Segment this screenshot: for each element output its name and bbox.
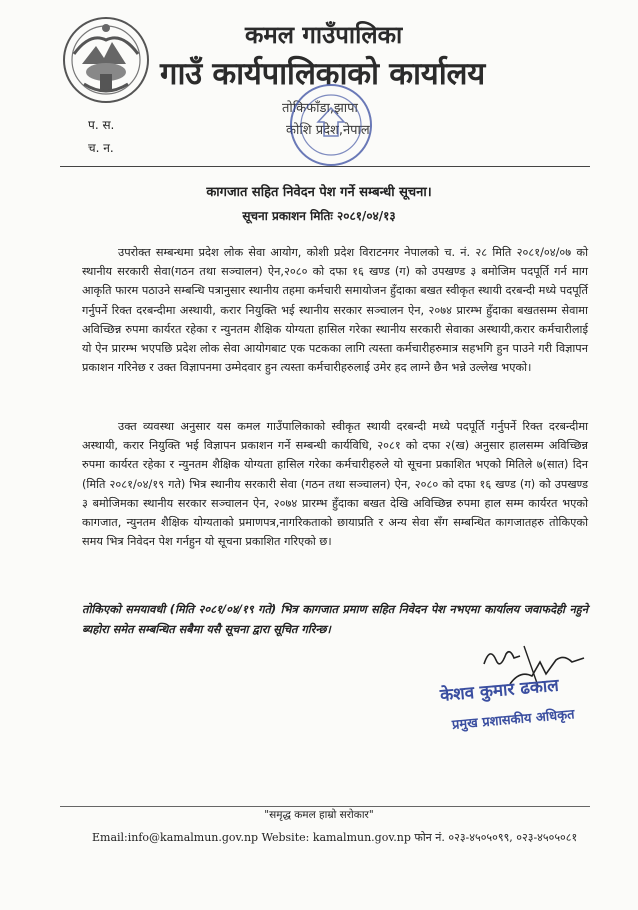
- header-divider: [60, 166, 590, 167]
- reference-cn-label: च. न.: [88, 141, 114, 155]
- office-address-line2: कोशि प्रदेश,नेपाल: [286, 123, 370, 138]
- signatory-name: केशव कुमार ढकाल: [439, 675, 560, 706]
- office-address-line1: तोकिफाँडा,झापा: [282, 101, 358, 116]
- office-name: गाउँ कार्यपालिकाको कार्यालय: [160, 56, 485, 92]
- municipality-name: कमल गाउँपालिका: [245, 21, 403, 49]
- signatory-designation: प्रमुख प्रशासकीय अधिकृत: [451, 707, 576, 733]
- footer-slogan: "समृद्ध कमल हाम्रो सरोकार": [264, 809, 374, 821]
- office-stamp-seal: [288, 82, 374, 168]
- notice-paragraph-1-text: उपरोक्त सम्बन्धमा प्रदेश लोक सेवा आयोग, कोशी प्रदेश विराटनगर नेपालको च. नं. २८ मिति २०८१/०४/०७ को स्थानीय सरकारी सेवा(गठन तथा सञ्चालन) ऐन,२०८० को दफा १६ खण्ड (ग) को उपखण्ड ३ बमोजिम पदपूर्ति गर्न माग आकृति फारम पठाउने सम्बन्धि पत्रानुसार स्थानीय तहमा कर्मचारी समायोजन हुँदाका बखत स्वीकृत स्थायी दरबन्दी मध्ये पदपूर्ति गर्नुपर्ने रिक्त दरबन्दीमा अस्थायी, करार नियुक्ति भई स्थानीय सरकार सञ्चालन ऐन, २०७४ प्रारम्भ हुँदाका बखतसम्म सेवामा अविच्छिन्न रुपमा कार्यरत रहेका र न्युनतम शैक्षिक योग्यता हासिल गरेका स्थानीय सरकारी सेवाका अस्थायी,करार कर्मचारीलाई यो ऐन प्रारम्भ भएपछि प्रदेश लोक सेवा आयोगबाट एक पटकका लागि त्यस्ता कर्मचारीहरुमात्र सहभगि हुन पाउने गरी विज्ञापन प्रकाशन गरिनेछ र उक्त विज्ञापनमा उम्मेदवार हुन त्यस्ता कर्मचारीहरुलाई उमेर हद लाग्ने छैन भन्ने उल्लेख भएको।: [82, 246, 588, 375]
- footer-contact-info: Email:info@kamalmun.gov.np Website: kamalmun.gov.np फोन नं. ०२३-४५०५०९९, ०२३-४५०५०८१: [92, 831, 578, 844]
- reference-ps-label: प. स.: [88, 118, 115, 132]
- notice-paragraph-3: तोकिएको समयावधी (मिति २०८१/०४/१९ गते) भित्र कागजात प्रमाण सहित निवेदन पेश नभएमा कार्यालय जवाफदेही नहुने ब्यहोरा समेत सम्बन्धित सबैमा यसै सूचना द्वारा सूचित गरिन्छ।: [82, 603, 588, 636]
- footer-divider: [60, 806, 590, 807]
- notice-paragraph-2: [82, 417, 588, 551]
- nepal-emblem-logo: [60, 14, 152, 106]
- notice-paragraph-1: [82, 243, 588, 377]
- notice-publish-date: सूचना प्रकाशन मितिः २०८१/०४/१३: [242, 209, 396, 223]
- notice-title: कागजात सहित निवेदन पेश गर्ने सम्बन्धी सूचना।: [206, 185, 432, 200]
- notice-paragraph-2-text: उक्त व्यवस्था अनुसार यस कमल गाउँपालिकाको स्वीकृत स्थायी दरबन्दी मध्ये पदपूर्ति गर्नुपर्ने रिक्त दरबन्दीमा अस्थायी, करार नियुक्ति भई विज्ञापन प्रकाशन गर्ने सम्बन्धी कार्यविधि, २०८१ को दफा २(ख) अनुसार हालसम्म अविच्छिन्न रुपमा कार्यरत रहेका र न्युनतम शैक्षिक योग्यता हासिल गरेका कर्मचारीहरुले यो सूचना प्रकाशित भएको मितिले ७(सात) दिन (मिति २०८१/०४/१९ गते) भित्र स्थानीय सरकारी सेवा (गठन तथा सञ्चालन) ऐन, २०८० को दफा १६ खण्ड (ग) को उपखण्ड ३ बमोजिमका स्थानीय सरकार सञ्चालन ऐन, २०७४ प्रारम्भ हुँदाका बखत देखि अविच्छिन्न रुपमा हाल सम्म कार्यरत भएको कागजात, न्युनतम शैक्षिक योग्यताको प्रमाणपत्र,नागरिकताको छायाप्रति र अन्य सेवा सँग सम्बन्धित कागजातहरु तोकिएको समय भित्र निवेदन पेश गर्नहुन यो सूचना प्रकाशित गरिएको छ।: [82, 420, 588, 549]
